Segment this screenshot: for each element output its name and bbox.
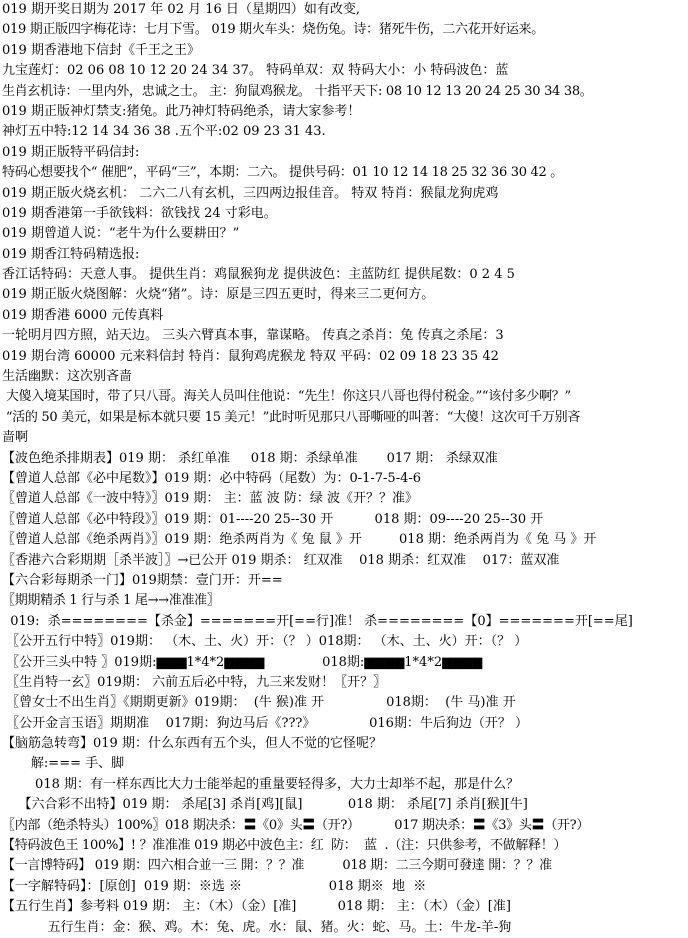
text-line: 啬啊 [2,430,29,446]
text-line: 【一言博特码】 019 期：四六相合並一三 開：？？准 018 期：二三今期可發達 開：？？准 [2,858,552,874]
text-line: 〖曾道人总部《绝杀两肖》〗019 期：绝杀两肖为《 兔 鼠 》开 018 期：绝杀两肖为《 兔 马 》开 [2,532,597,548]
text-line: 【五行生肖】参考料 019 期： 主：（木）（金）[准] 018 期： 主：（木）（金）[准] [2,899,511,915]
text-line: 【曾道人总部《必中尾数》】019 期：必中特码（尾数）为：0-1-7-5-4-6 [2,470,422,486]
text-line: 019 期曾道人说：“老牛为什么要耕田？” [2,226,240,242]
text-line: 〖公开金言玉语〗期期准 017期：狗边马后《???》 016期：牛后狗边（开？ ） [2,715,529,731]
text-line: 解:=== 手、脚 [2,756,125,772]
text-line: 〖曾女士不出生肖〗《期期更新》019期： (牛 猴)准 开 018期： (牛 马)准 开 [2,695,516,711]
text-line: 【一字解特码】：[原创] 019 期：※选 ※ 018 期※ 地 ※ [2,878,427,894]
text-line: 【特码波色王 100%】! ？准准准 019 期必中波色主：红 防： 蓝 .（注：只供参考，不做解释！） [2,838,567,854]
text-line: “活的 50 美元，如果是标本就只要 15 美元！”此时听见那只八哥嘶哑的叫著：“大傻！这次可千万别吝 [2,409,581,425]
text-line: 019 期香港地下信封《千王之王》 [2,42,200,58]
text-line: 019 期开奖日期为 2017 年 02 月 16 日（星期四）如有改变, [2,2,361,17]
text-line: 019 期正版火烧图解：火烧“猪”。诗：原是三四五更时，得来三二更何方。 [2,287,435,303]
text-line: 特码心想要找个“ 催肥”，平码“三”，本期：二六。 提供号码：01 10 12 14 18 25 32 36 30 42 。 [2,165,563,181]
text-line: 【六合彩不出特】019 期： 杀尾[3] 杀肖[鸡][鼠] 018 期： 杀尾[7] 杀肖[猴][牛] [2,797,528,813]
text-line: 019 期正版神灯禁支:猪兔。此乃神灯特码绝杀，请大家参考！ [2,103,361,119]
text-line: 香江话特码：天意人事。 提供生肖：鸡鼠猴狗龙 提供波色：主蓝防红 提供尾数：0 2 4 5 [2,267,515,283]
text-line: 019 期正版特平码信封: [2,144,140,160]
text-line: 〖期期精杀 1 行与杀 1 尾→→准准准〗 [2,593,220,609]
text-line: 019 期香江特码精选报: [2,246,140,262]
text-line: 019 期香港第一手欲钱料：欲钱找 24 寸彩电。 [2,205,277,221]
text-line: 019 期香港 6000 元传真料 [2,307,164,323]
text-line: 五行生肖：金：猴、鸡。木：兔、虎。水：鼠、猪。火：蛇、马。土：牛龙-羊-狗 [2,919,512,935]
text-line: 【波色绝杀排期表】019 期： 杀红单准 018 期：杀绿单准 017 期： 杀绿双准 [2,450,498,466]
text-line: 生活幽默：这次别吝啬 [2,369,133,385]
text-line: 〖曾道人总部《一波中特》〗019 期： 主：蓝 波 防：绿 波《开？？准》 [2,491,418,507]
text-line: 生肖玄机诗：一里内外，忠诚之士。 主：狗鼠鸡猴龙。 十指平天下: 08 10 12 13 20 24 25 30 34 38。 [2,83,593,99]
text-line: 〖公开五行中特〗019期： （木、土、火）开：（？ ）018期： （木、土、火）开：（？ ） [2,634,528,650]
text-line: 九宝莲灯：02 06 08 10 12 20 24 34 37。 特码单双：双 特码大小：小 特码波色：蓝 [2,63,509,79]
text-line: 一轮明月四方照，站天边。 三头六臂真本事，靠谋略。 传真之杀肖：兔 传真之杀尾：3 [2,328,504,344]
text-line: 〖曾道人总部《必中特段》〗019 期：01----20 25--30 开 018 期：09----20 25--30 开 [2,511,544,527]
text-line: 〖内部（绝杀特头）100%〗018 期决杀：〓《0》头〓（开?） 017 期决杀：〓《3》头〓（开?） [2,817,590,833]
text-line: 019 期正版火烧玄机： 二六二八有玄机，三四两边报佳音。 特双 特肖：猴鼠龙狗虎鸡 [2,185,499,201]
text-line: 〖香港六合彩期期［杀半波］〗→已公开 019 期杀： 红双准 018 期杀：红双准 017：蓝双准 [2,552,560,568]
text-line: 019 期台湾 60000 元来料信封 特肖：鼠狗鸡虎猴龙 特双 平码：02 09 18 23 35 42 [2,348,499,364]
text-line: 【脑筋急转弯】019 期：什么东西有五个头，但人不觉的它怪呢？ [2,736,382,752]
text-line: 019 期正版四字梅花诗：七月下雪。 019 期火车头：烧伤兔。诗：猪死牛伤，二六花开好运来。 [2,22,544,38]
text-line: 019: 杀========【杀金】=======开[==行]准！ 杀========【0】=======开[==尾] [2,613,633,629]
text-line: 大傻入境某国时，带了只八哥。海关人员叫住他说：“先生！你这只八哥也得付税金。”“该付多少啊？” [2,389,571,405]
text-line: 018 期：有一样东西比大力士能举起的重量要轻得多，大力士却举不起，那是什么？ [2,776,520,792]
text-line: 【六合彩每期杀一门】019期禁：壹门开：开== [2,572,283,588]
text-line: 神灯五中特:12 14 34 36 38 .五个平:02 09 23 31 43. [2,124,326,140]
text-line: 〖生肖特一玄〗019期： 六前五后必中特，九三来发财！〖开？〗 [2,674,387,690]
text-line: 〖公开三头中特 〗019期:▆▆▆1*4*2▆▆▆▆ 018期:▆▆▆▆1*4*2▆▆▆▆ [2,654,483,670]
